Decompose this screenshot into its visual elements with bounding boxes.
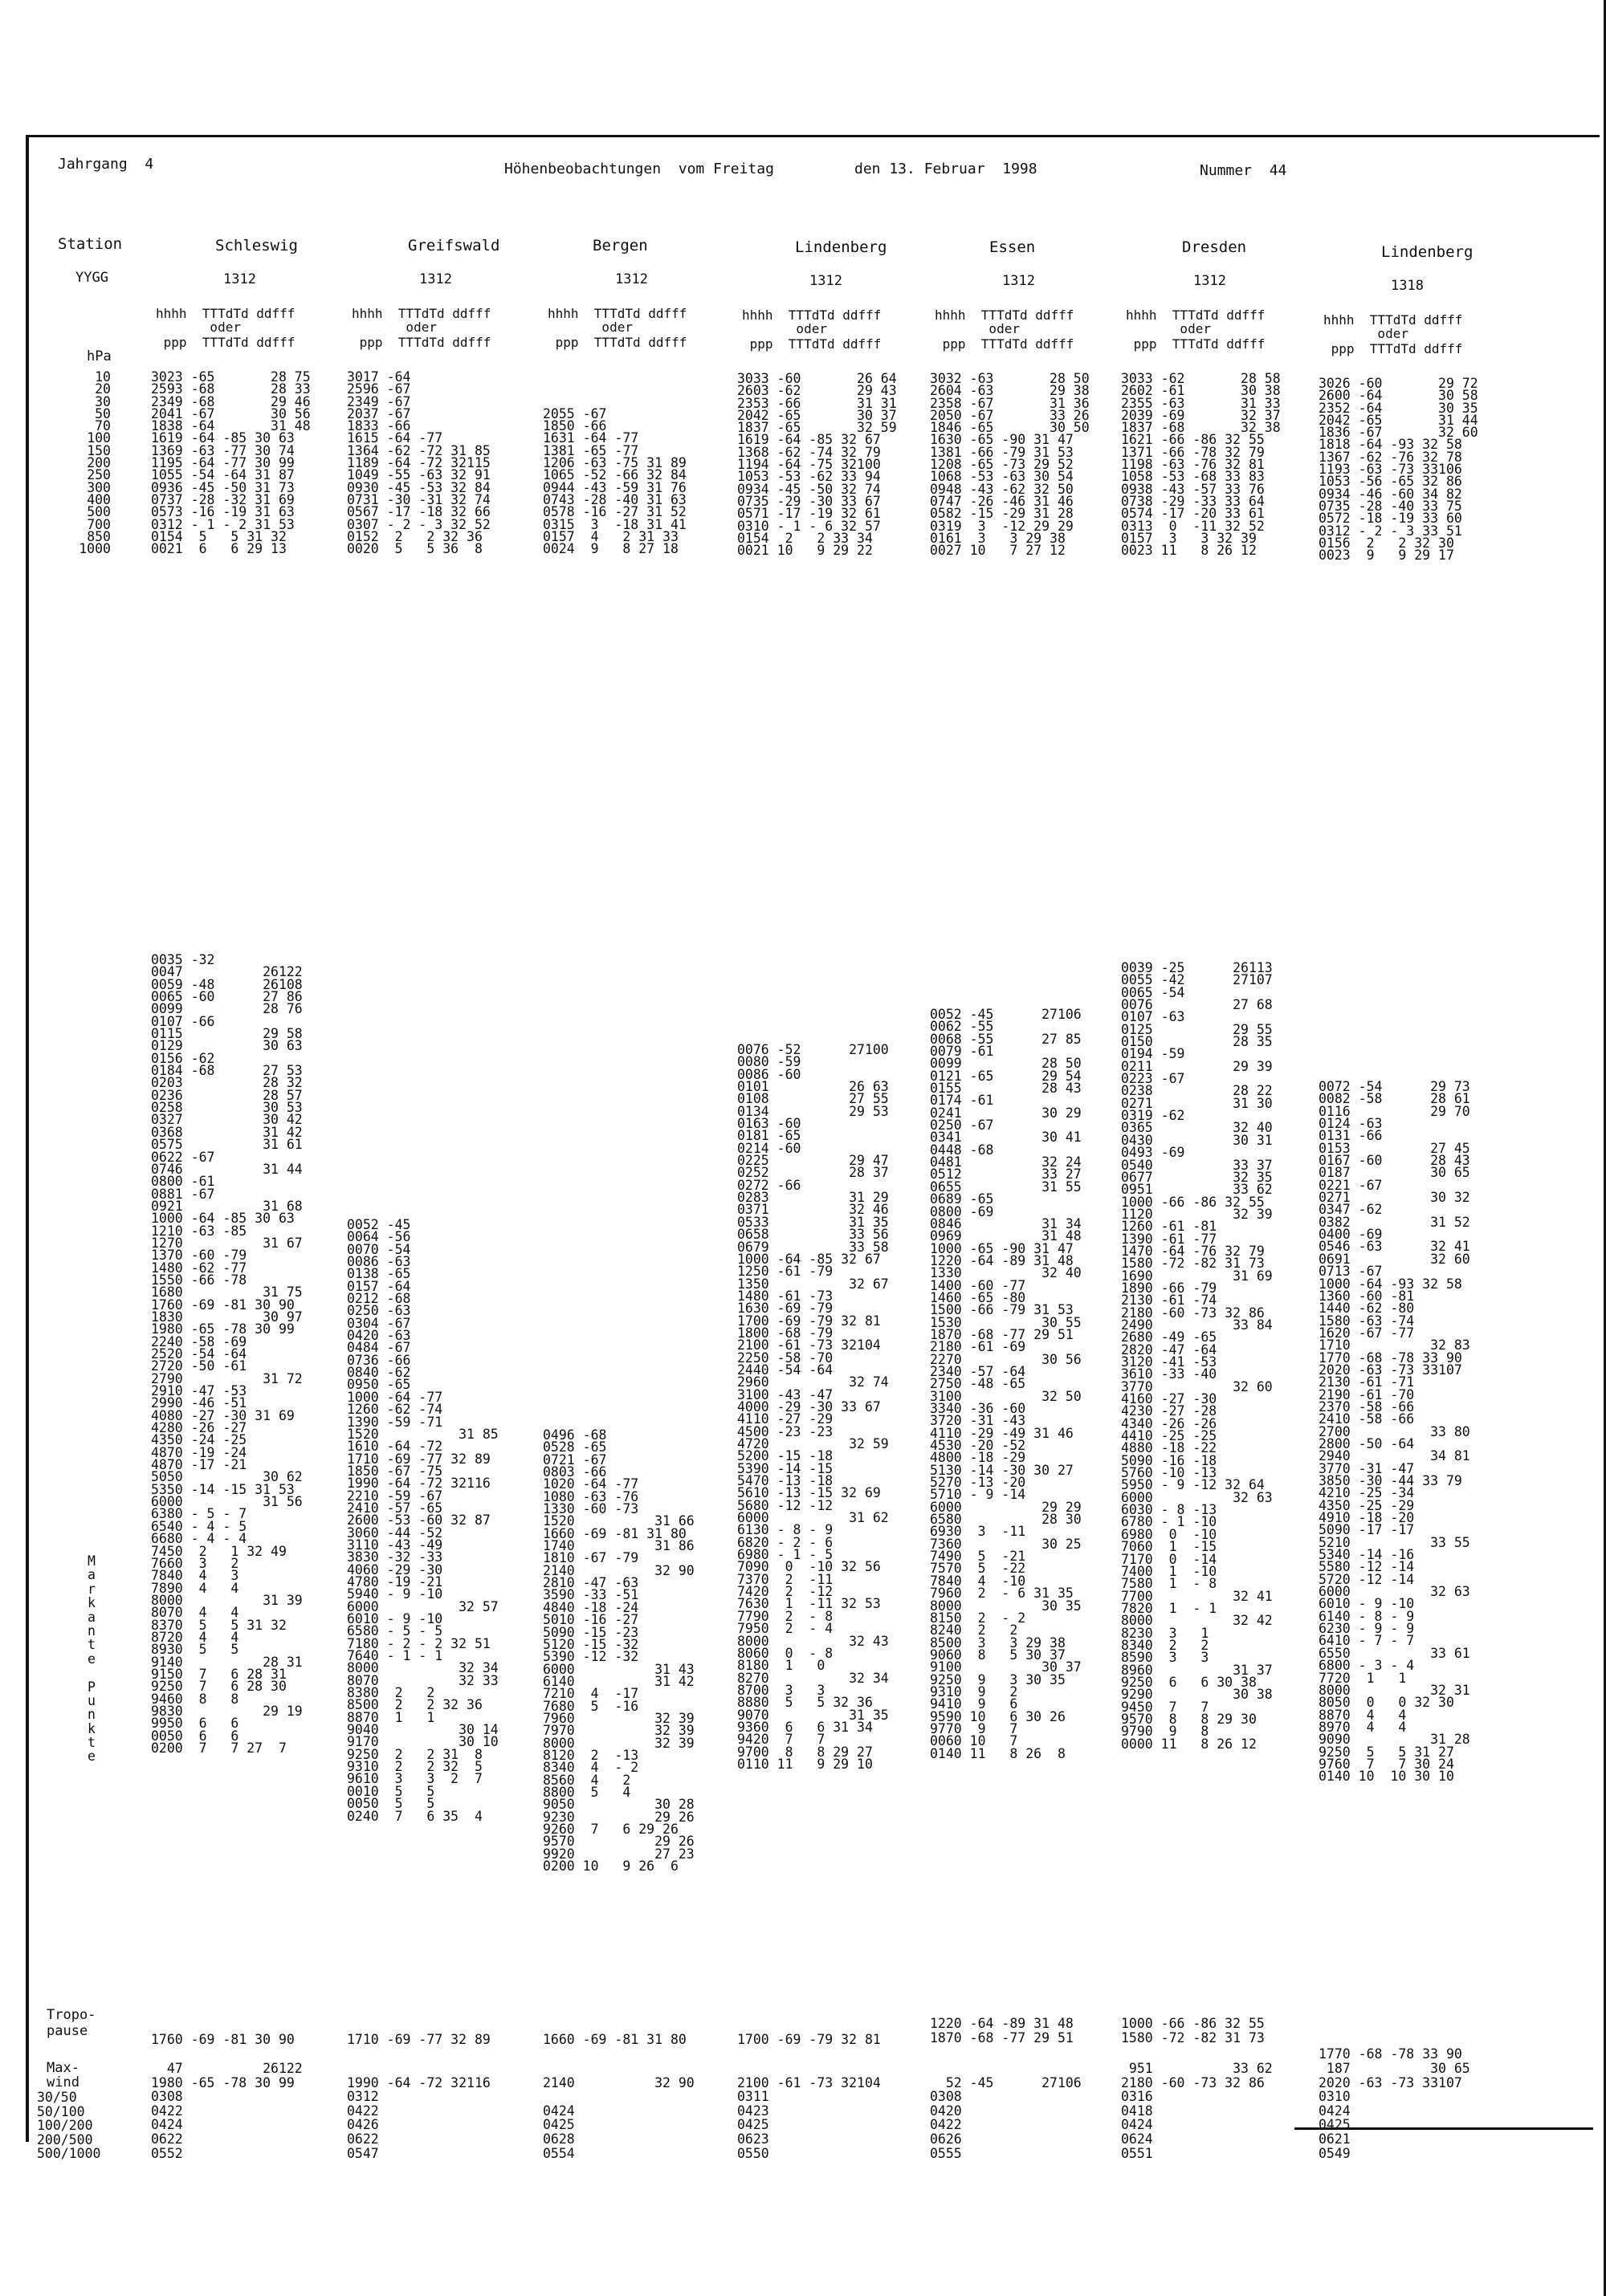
wind-shear-layers: [37, 2090, 100, 2161]
pressure-level: 50: [95, 405, 111, 421]
column-header-3: ppp TTTdTd ddfff: [1323, 341, 1463, 356]
column-header-1: hhhh TTTdTd ddfff: [935, 307, 1074, 323]
pressure-level: 100: [87, 430, 111, 446]
markante-punkte-label: [85, 1554, 98, 1764]
significant-points-data: 0052 -45 0064 -56 0070 -54 0086 -63 0138 -65 0157 -64 0212 -68 0250 -63 0304 -67 0420 -63 0484 -67 0736 -66 0840 -62 0950 -65 1000 -64 -77 1260 -62 -74 1390 -59 -71 1520 31 85 1610 -64 -72 1710 -69 -77 32 89 1850 -67 -75 1990 -64 -72 32116 2210 -59 -67 2410 -57 -65 2600 -53 -60 32 87 3060 -44 -52 3110 -43 -49 3830 -32 -33 4060 -29 -30 4780 -19 -21 5940 - 9 -10 6000 32 57 6010 - 9 -10 6580 - 5 - 5 7180 - 2 - 2 32 51 7640 - 1 - 1 8000 32 34 8070 32 33 8380 2 2 8500 2 2 32 36 8870 1 1 9040 30 14 9170 30 10 9250 2 2 31 8 9310 2 2 32 5 9610 3 3 2 7 0010 5 5 0050 5 5 0240 7 6 35 4: [347, 1217, 499, 1824]
layer-label: 500/1000: [37, 2146, 101, 2162]
tropopause-data: 1760 -69 -81 30 90: [151, 2032, 295, 2047]
station-yygg: 1312: [419, 271, 452, 287]
frame-top-border: [26, 135, 1600, 137]
markante-letter: k: [88, 1720, 96, 1736]
tropopause-data: 1700 -69 -79 32 81: [737, 2032, 881, 2047]
station-label: Station: [58, 235, 123, 253]
column-header-3: ppp TTTdTd ddfff: [352, 335, 491, 350]
station-yygg: 1312: [223, 271, 256, 287]
markante-letter: t: [88, 1735, 96, 1751]
column-header-3: ppp TTTdTd ddfff: [742, 336, 882, 352]
markante-letter: e: [88, 1651, 96, 1667]
markante-letter: u: [88, 1692, 96, 1708]
report-title: Höhenbeobachtungen vom Freitag: [504, 161, 774, 177]
maxwind-label-1: Max-: [47, 2060, 79, 2076]
tropopause-data: 1660 -69 -81 31 80: [543, 2032, 687, 2047]
column-header-1: hhhh TTTdTd ddfff: [742, 307, 882, 323]
station-yygg: 1312: [1193, 273, 1226, 289]
column-header-3: ppp TTTdTd ddfff: [935, 336, 1074, 352]
column-header-2: oder: [935, 321, 1020, 336]
column-header-1: hhhh TTTdTd ddfff: [352, 306, 491, 321]
pressure-levels: [47, 371, 111, 555]
station-yygg: 1312: [1002, 273, 1035, 289]
station-name: Lindenberg: [795, 238, 887, 256]
markante-letter: k: [88, 1595, 96, 1611]
column-header-2: oder: [1323, 326, 1408, 341]
maxwind-data: 1990 -64 -72 32116 0312 0422 0426 0622 0547: [347, 2074, 491, 2161]
pressure-level: 700: [87, 516, 111, 532]
significant-points-data: 0072 -54 29 73 0082 -58 28 61 0116 29 70 0124 -63 0131 -66 0153 27 45 0167 -60 28 43 0187 30 65 0221 -67 0271 30 32 0347 -62 0382 31 52 0400 -69 0546 -63 32 41 0691 32 60 0713 -67 1000 -64 -93 32 58 1360 -60 -81 1440 -62 -80 1580 -63 -74 1620 -67 -77 1710 32 83 1770 -68 -78 33 90 2020 -63 -73 33107 2130 -61 -71 2190 -61 -70 2370 -58 -66 2410 -58 -66 2700 33 80 2800 -50 -64 2940 34 81 3770 -31 -47 3850 -30 -44 33 79 4210 -25 -34 4350 -25 -29 4910 -18 -20 5090 -17 -17 5210 33 55 5340 -14 -16 5580 -12 -14 5720 -12 -14 6000 32 63 6010 - 9 -10 6140 - 8 - 9 6230 - 9 - 9 6410 - 7 - 7 6550 33 61 6800 - 3 - 4 7720 1 1 8000 32 31 8050 0 0 32 30 8870 4 4 8970 4 4 9090 31 28 9250 5 5 31 27 9760 7 7 30 24 0140 10 10 30 10: [1319, 1079, 1470, 1785]
column-header-3: ppp TTTdTd ddfff: [156, 335, 296, 350]
pressure-level: 850: [87, 528, 111, 544]
markante-letter: t: [88, 1637, 96, 1653]
maxwind-data: 187 30 65 2020 -63 -73 33107 0310 0424 0425 0621 0549: [1319, 2061, 1470, 2161]
tropopause-data: 1710 -69 -77 32 89: [347, 2032, 491, 2047]
column-header-1: hhhh TTTdTd ddfff: [1126, 307, 1266, 323]
maxwind-data: 2100 -61 -73 32104 0311 0423 0425 0623 0550: [737, 2074, 881, 2161]
report-date: den 13. Februar 1998: [854, 161, 1037, 177]
significant-points-data: 0496 -68 0528 -65 0721 -67 0803 -66 1020 -64 -77 1080 -63 -76 1330 -60 -73 1520 31 66 1660 -69 -81 31 80 1740 31 86 1810 -67 -79 2140 32 90 2810 -47 -63 3590 -33 -51 4840 -18 -24 5010 -16 -27 5090 -15 -23 5120 -15 -32 5390 -12 -32 6000 31 43 6140 31 42 7210 4 -17 7680 5 -16 7960 32 39 7970 32 39 8000 32 39 8120 2 -13 8340 4 - 2 8560 4 2 8800 5 4 9050 30 28 9230 29 26 9260 7 6 29 26 9570 29 26 9920 27 23 0200 10 9 26 6: [543, 1427, 695, 1875]
column-header-2: oder: [742, 321, 827, 336]
pressure-level: 10: [95, 369, 111, 385]
tropopause-label-2: pause: [47, 2023, 88, 2039]
station-name: Bergen: [593, 237, 648, 254]
markante-letter: r: [88, 1581, 96, 1597]
report-number: Nummer 44: [1200, 162, 1287, 179]
standard-levels-data: 3033 -60 26 64 2603 -62 29 43 2353 -66 31 31 2042 -65 30 37 1837 -65 32 59 1619 -64 -85 32 67 1368 -62 -74 32 79 1194 -64 -75 32100 1053 -53 -62 33 94 0934 -45 -50 32 74 0735 -29 -30 33 67 0571 -17 -19 32 61 0310 - 1 - 6 32 57 0154 2 2 33 34 0021 10 9 29 22: [737, 371, 897, 559]
pressure-level: 30: [95, 393, 111, 409]
layer-label: 30/50: [37, 2090, 77, 2105]
standard-levels-data: 2055 -67 1850 -66 1631 -64 -77 1381 -65 -77 1206 -63 -75 31 89 1065 -52 -66 32 84 0944 -43 -59 31 76 0743 -28 -40 31 63 0578 -16 -27 31 52 0315 3 -18 31 41 0157 4 2 31 33 0024 9 8 27 18: [543, 405, 687, 557]
column-header-1: hhhh TTTdTd ddfff: [156, 306, 296, 321]
column-header-1: hhhh TTTdTd ddfff: [1323, 312, 1463, 328]
layer-label: 100/200: [37, 2118, 93, 2134]
station-name: Dresden: [1182, 238, 1247, 256]
column-header-1: hhhh TTTdTd ddfff: [548, 306, 687, 321]
significant-points-data: 0035 -32 0047 26122 0059 -48 26108 0065 -60 27 86 0099 28 76 0107 -66 0115 29 58 0129 30 63 0156 -62 0184 -68 27 53 0203 28 32 0236 28 57 0258 30 53 0327 30 42 0368 31 42 0575 31 61 0622 -67 0746 31 44 0800 -61 0881 -67 0921 31 68 1000 -64 -85 30 63 1210 -63 -85 1270 31 67 1370 -60 -79 1480 -62 -77 1550 -66 -78 1680 31 75 1760 -69 -81 30 90 1830 30 97 1980 -65 -78 30 99 2240 -58 -69 2520 -54 -64 2720 -50 -61 2790 31 72 2910 -47 -53 2990 -46 -51 4080 -27 -30 31 69 4280 -26 -27 4350 -24 -25 4870 -19 -24 4870 -17 -21 5050 30 62 5350 -14 -15 31 53 6000 31 56 6380 - 5 - 7 6540 - 4 - 5 6680 - 4 - 4 7450 2 1 32 49 7660 3 2 7840 4 3 7890 4 4 8000 31 39 8070 4 4 8370 5 5 31 32 8720 4 4 8930 5 5 9140 28 31 9150 7 6 28 31 9250 7 6 28 30 9460 8 8 9830 29 19 9950 6 6 0050 6 6 0200 7 7 27 7: [151, 952, 303, 1756]
markante-letter: n: [88, 1707, 96, 1723]
markante-letter: P: [88, 1679, 96, 1695]
column-header-3: ppp TTTdTd ddfff: [548, 335, 687, 350]
markante-letter: [85, 1666, 98, 1679]
significant-points-data: 0052 -45 27106 0062 -55 0068 -55 27 85 0079 -61 0099 28 50 0121 -65 29 54 0155 28 43 0174 -61 0241 30 29 0250 -67 0341 30 41 0448 -68 0481 32 24 0512 33 27 0655 31 55 0689 -65 0800 -69 0846 31 34 0969 31 48 1000 -65 -90 31 47 1220 -64 -89 31 48 1330 32 40 1400 -60 -77 1460 -65 -80 1500 -66 -79 31 53 1530 30 55 1870 -68 -77 29 51 2180 -61 -69 2270 30 56 2340 -57 -64 2750 -48 -65 3100 32 50 3340 -36 -60 3720 -31 -43 4110 -29 -49 31 46 4530 -20 -52 4800 -18 -29 5130 -14 -30 30 27 5270 -13 -20 5710 - 9 -14 6000 29 29 6580 28 30 6930 3 -11 7360 30 25 7490 5 -21 7570 5 -22 7840 4 -10 7960 2 - 6 31 35 8000 30 35 8150 2 - 2 8240 2 2 8500 3 3 29 38 9060 8 5 30 37 9100 30 37 9250 9 3 30 35 9310 9 2 9410 9 6 9590 10 6 30 26 9770 9 7 0060 10 7 0140 11 8 26 8: [930, 1007, 1082, 1761]
column-header-2: oder: [1126, 321, 1211, 336]
standard-levels-data: 3023 -65 28 75 2593 -68 28 33 2349 -68 29 46 2041 -67 30 56 1838 -64 31 48 1619 -64 -85 30 63 1369 -63 -77 30 74 1195 -64 -77 30 99 1055 -54 -64 31 87 0936 -45 -50 31 73 0737 -28 -32 31 69 0573 -16 -19 31 63 0312 - 1 - 2 31 53 0154 5 5 31 32 0021 6 6 29 13: [151, 369, 311, 557]
yygg-label: YYGG: [75, 270, 108, 286]
pressure-level: 200: [87, 455, 111, 471]
markante-letter: a: [88, 1609, 96, 1625]
tropopause-data: 1770 -68 -78 33 90: [1319, 2046, 1462, 2062]
pressure-level: 500: [87, 504, 111, 520]
standard-levels-data: 3026 -60 29 72 2600 -64 30 58 2352 -64 30 35 2042 -65 31 44 1836 -67 32 60 1818 -64 -93 32 58 1367 -62 -76 32 78 1193 -63 -73 33106 1053 -56 -65 32 86 0934 -46 -60 34 82 0735 -28 -40 33 75 0572 -18 -19 33 60 0312 - 2 - 3 33 51 0156 2 2 32 30 0023 9 9 29 17: [1319, 376, 1478, 564]
pressure-level: 70: [95, 418, 111, 434]
pressure-level: 1000: [79, 541, 111, 557]
layer-label: 50/100: [37, 2103, 85, 2119]
standard-levels-data: 3033 -62 28 58 2602 -61 30 38 2355 -63 31 33 2039 -69 32 37 1837 -68 32 38 1621 -66 -86 32 55 1371 -66 -78 32 79 1198 -63 -76 32 81 1058 -53 -68 33 83 0938 -43 -57 33 76 0738 -29 -33 33 64 0574 -17 -20 33 61 0313 0 -11 32 52 0157 3 3 32 39 0023 11 8 26 12: [1121, 371, 1281, 559]
standard-levels-data: 3017 -64 2596 -67 2349 -67 2037 -67 1833 -66 1615 -64 -77 1364 -62 -72 31 85 1189 -64 -72 32115 1049 -55 -63 32 91 0930 -45 -53 32 84 0731 -30 -31 32 74 0567 -17 -18 32 66 0307 - 2 - 3 32 52 0152 2 2 32 36 0020 5 5 36 8: [347, 369, 491, 557]
station-yygg: 1312: [809, 273, 842, 289]
maxwind-data: 47 26122 1980 -65 -78 30 99 0308 0422 0424 0622 0552: [151, 2061, 303, 2161]
pressure-level: 300: [87, 479, 111, 495]
station-name: Greifswald: [408, 237, 500, 254]
tropopause-label-1: Tropo-: [47, 2007, 96, 2023]
jahrgang-label: Jahrgang 4: [58, 156, 154, 173]
tropopause-data: 1220 -64 -89 31 48 1870 -68 -77 29 51: [930, 2016, 1074, 2046]
station-name: Schleswig: [215, 237, 298, 254]
hpa-label: hPa: [87, 348, 112, 364]
station-name: Essen: [989, 238, 1036, 256]
station-yygg: 1318: [1391, 278, 1424, 294]
column-header-2: oder: [156, 320, 241, 335]
column-header-3: ppp TTTdTd ddfff: [1126, 336, 1266, 352]
pressure-level: 20: [95, 381, 111, 397]
maxwind-data: 52 -45 27106 0308 0420 0422 0626 0555: [930, 2074, 1082, 2161]
maxwind-data: 2140 32 90 0424 0425 0628 0554: [543, 2074, 695, 2161]
markante-letter: a: [88, 1567, 96, 1583]
markante-letter: n: [88, 1622, 96, 1639]
significant-points-data: 0039 -25 26113 0055 -42 27107 0065 -54 0076 27 68 0107 -63 0125 29 55 0150 28 35 0194 -59 0211 29 39 0223 -67 0238 28 22 0271 31 30 0319 -62 0365 32 40 0430 30 31 0493 -69 0540 33 37 0677 32 35 0951 33 62 1000 -66 -86 32 55 1120 32 39 1260 -61 -81 1390 -61 -77 1470 -64 -76 32 79 1580 -72 -82 31 73 1690 31 69 1890 -66 -79 2130 -61 -74 2180 -60 -73 32 86 2490 33 84 2680 -49 -65 2820 -47 -64 3120 -41 -53 3610 -33 -40 3770 32 60 4160 -27 -30 4230 -27 -28 4340 -26 -26 4410 -25 -25 4880 -18 -22 5090 -16 -18 5760 -10 -13 5950 - 9 -12 32 64 6000 32 63 6030 - 8 -13 6780 - 1 -10 6980 0 -10 7060 1 -15 7170 0 -14 7400 1 -10 7580 1 - 8 7700 32 41 7820 1 - 1 8000 32 42 8230 3 1 8340 2 2 8590 3 3 8960 31 37 9250 6 6 30 38 9290 30 38 9450 7 7 9570 8 8 29 30 9790 9 8 0000 11 8 26 12: [1121, 960, 1273, 1752]
pressure-level: 250: [87, 467, 111, 483]
significant-points-data: 0076 -52 27100 0080 -59 0086 -60 0101 26 63 0108 27 55 0134 29 53 0163 -60 0181 -65 0214 -60 0225 29 47 0252 28 37 0272 -66 0283 31 29 0371 32 46 0533 31 35 0658 33 56 0679 33 58 1000 -64 -85 32 67 1250 -61 -79 1350 32 67 1480 -61 -73 1630 -69 -79 1700 -69 -79 32 81 1800 -68 -79 2100 -61 -73 32104 2250 -58 -70 2440 -54 -64 2960 32 74 3100 -43 -47 4000 -29 -30 33 67 4110 -27 -29 4500 -23 -23 4720 32 59 5200 -15 -18 5390 -14 -15 5470 -13 -18 5610 -13 -15 32 69 5680 -12 -12 6000 31 62 6130 - 8 - 9 6820 - 2 - 6 6980 - 1 - 5 7090 0 -10 32 56 7370 2 -11 7420 2 -12 7630 1 -11 32 53 7790 2 - 8 7950 2 - 4 8000 32 43 8060 0 - 8 8180 1 0 8270 32 34 8700 3 3 8880 5 5 32 36 9070 31 35 9360 6 6 31 34 9420 7 7 9700 8 8 29 27 0110 11 9 29 10: [737, 1042, 889, 1772]
maxwind-label-2: wind: [47, 2074, 79, 2090]
markante-letter: M: [88, 1553, 96, 1569]
frame-left-border: [26, 135, 29, 2142]
pressure-level: 400: [87, 491, 111, 507]
tropopause-data: 1000 -66 -86 32 55 1580 -72 -82 31 73: [1121, 2016, 1265, 2046]
pressure-level: 150: [87, 442, 111, 458]
station-name: Lindenberg: [1381, 243, 1474, 261]
station-yygg: 1312: [615, 271, 648, 287]
column-header-2: oder: [548, 320, 633, 335]
column-header-2: oder: [352, 320, 437, 335]
maxwind-data: 951 33 62 2180 -60 -73 32 86 0316 0418 0424 0624 0551: [1121, 2061, 1273, 2161]
layer-label: 200/500: [37, 2131, 93, 2147]
markante-letter: e: [88, 1748, 96, 1765]
standard-levels-data: 3032 -63 28 50 2604 -63 29 38 2358 -67 31 36 2050 -67 33 26 1846 -65 30 50 1630 -65 -90 31 47 1381 -66 -79 31 53 1208 -65 -73 29 52 1068 -53 -63 30 54 0948 -43 -62 32 50 0747 -26 -46 31 46 0582 -15 -29 31 28 0319 3 -12 29 29 0161 3 3 29 38 0027 10 7 27 12: [930, 371, 1090, 559]
